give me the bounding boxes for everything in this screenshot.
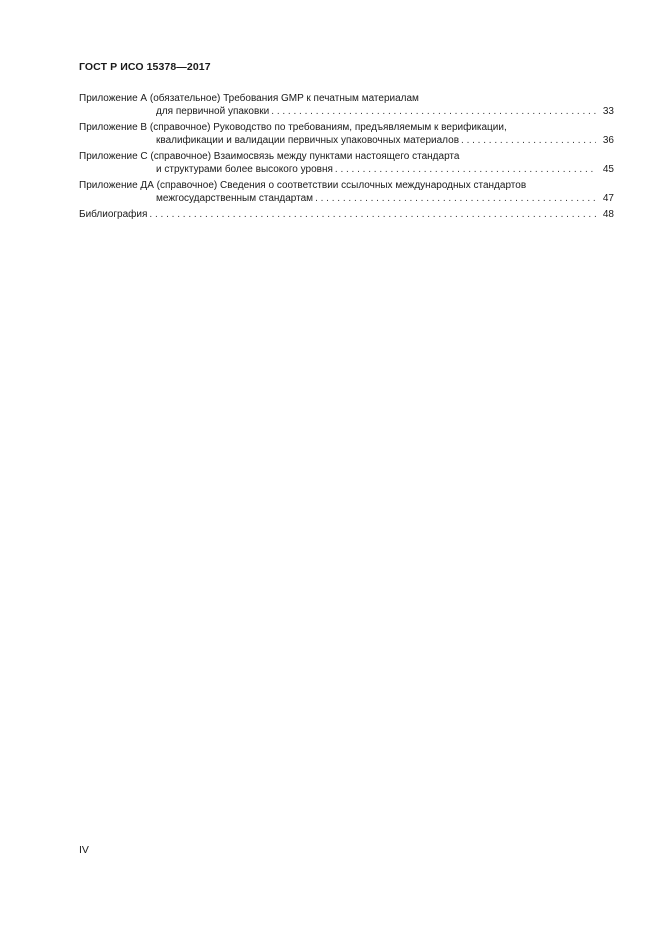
toc-page-number: 33 [602,105,614,117]
toc-entry-appendix-b[interactable] [79,122,614,147]
toc-dot-leader [315,193,596,206]
toc-entry-appendix-a[interactable] [79,93,614,118]
toc-page-number: 47 [602,192,614,204]
toc-entry-title: Библиография [79,209,148,220]
toc-entry-appendix-c[interactable] [79,151,614,176]
table-of-contents [79,93,614,226]
document-header: ГОСТ Р ИСО 15378—2017 [79,61,211,73]
toc-entry-title: Приложение В (справочное) Руководство по требованиям, предъявляемым к верификации, [79,122,507,133]
toc-dot-leader [461,135,596,148]
toc-page-number: 48 [602,209,614,220]
toc-entry-title-continuation: межгосударственным стандартам [156,192,314,204]
toc-entry-title-continuation: и структурами более высокого уровня [156,163,333,175]
toc-page-number: 36 [602,134,614,146]
toc-entry-title: Приложение А (обязательное) Требования GMP к печатным материалам [79,93,419,104]
toc-dot-leader [271,106,596,119]
page-number: IV [79,844,89,856]
toc-page-number: 45 [602,163,614,175]
toc-entry-appendix-da[interactable] [79,180,614,205]
toc-entry-bibliography[interactable] [79,209,614,222]
toc-entry-title-continuation: квалификации и валидации первичных упаковочных материалов [156,134,460,146]
toc-dot-leader [335,164,596,177]
toc-entry-title-continuation: для первичной упаковки [156,105,270,117]
toc-dot-leader [149,209,596,222]
toc-entry-title: Приложение С (справочное) Взаимосвязь между пунктами настоящего стандарта [79,151,460,162]
toc-entry-title: Приложение ДА (справочное) Сведения о соответствии ссылочных международных стандартов [79,180,527,191]
